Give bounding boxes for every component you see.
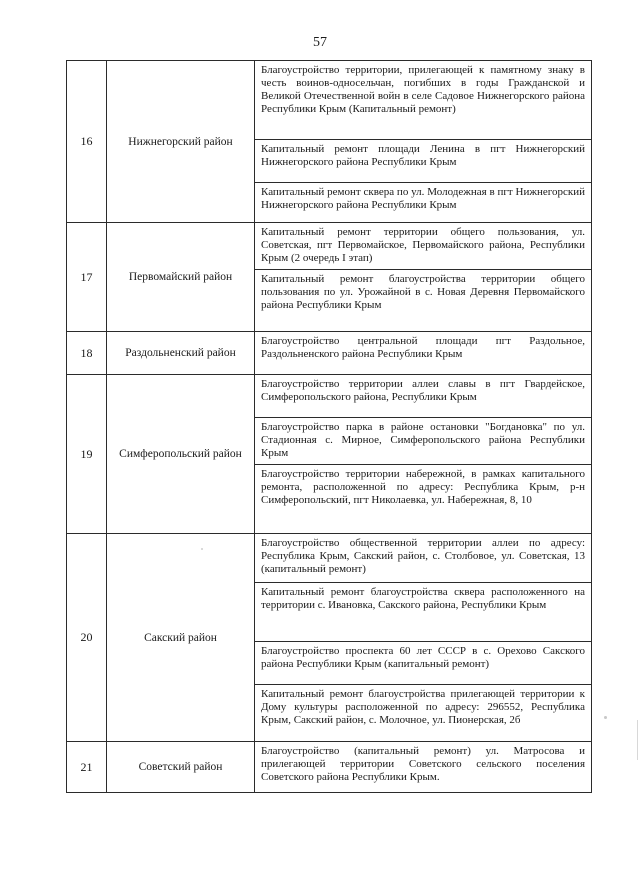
region-name: Симферопольский район	[107, 375, 255, 534]
work-item: Капитальный ремонт благоустройства сквера расположенного на территории с. Ивановка, Сакского района, Республики Крым	[255, 583, 591, 642]
region-name: Нижнегорский район	[107, 61, 255, 223]
works-list	[255, 375, 592, 534]
works-list	[255, 61, 592, 223]
work-item: Капитальный ремонт благоустройства прилегающей территории к Дому культуры расположенной по адресу: 296552, Республика Крым, Сакский район, с. Молочное, ул. Пионерская, 2б	[261, 688, 585, 726]
works-list	[255, 223, 592, 332]
work-item: Капитальный ремонт площади Ленина в пгт Нижнегорский Нижнегорского района Республики Крым	[255, 140, 591, 183]
works-list	[255, 742, 592, 793]
work-item: Благоустройство центральной площади пгт Раздольное, Раздольненского района Республики Крым	[261, 335, 585, 360]
region-name: Сакский район	[107, 534, 255, 742]
work-item: Благоустройство парка в районе остановки "Богдановка" по ул. Стадионная с. Мирное, Симферопольского района Республики Крым	[255, 418, 591, 465]
table-row	[67, 223, 592, 332]
work-item: Капитальный ремонт территории общего пользования, ул. Советская, пгт Первомайское, Первомайского района, Республики Крым (2 очередь I этап)	[255, 223, 591, 270]
work-item: Благоустройство проспекта 60 лет СССР в с. Орехово Сакского района Республики Крым (капитальный ремонт)	[255, 642, 591, 685]
table-row	[67, 534, 592, 742]
region-name: Раздольненский район	[107, 332, 255, 375]
work-item: Благоустройство (капитальный ремонт) ул. Матросова и прилегающей территории Советского сельского поселения Советского района Республики Крым.	[261, 745, 585, 783]
row-number: 17	[67, 223, 107, 332]
row-number: 18	[67, 332, 107, 375]
work-item: Благоустройство общественной территории аллеи по адресу: Республика Крым, Сакский район, с. Столбовое, ул. Советская, 13 (капитальный ремонт)	[255, 534, 591, 583]
work-item: Благоустройство территории аллеи славы в пгт Гвардейское, Симферопольского района, Республики Крым	[255, 375, 591, 418]
works-list	[255, 534, 592, 742]
table-row	[67, 742, 592, 793]
region-name: Советский район	[107, 742, 255, 793]
work-item: Капитальный ремонт благоустройства территории общего пользования по ул. Урожайной в с. Новая Деревня Первомайского района Республики Крым	[261, 273, 585, 311]
scan-speck	[604, 716, 607, 719]
region-name: Первомайский район	[107, 223, 255, 332]
work-item: Капитальный ремонт сквера по ул. Молодежная в пгт Нижнегорский Нижнегорского района Республики Крым	[261, 186, 585, 211]
table-row	[67, 332, 592, 375]
work-item: Благоустройство территории, прилегающей к памятному знаку в честь воинов-односельчан, погибших в годы Гражданской и Великой Отечественной войн в селе Садовое Нижнегорского района Республики Крым (Капитальный ремонт)	[255, 61, 591, 140]
table-row	[67, 375, 592, 534]
table-row	[67, 61, 592, 223]
scan-speck	[201, 548, 203, 550]
works-table	[66, 60, 592, 793]
works-list	[255, 332, 592, 375]
row-number: 21	[67, 742, 107, 793]
row-number: 16	[67, 61, 107, 223]
work-item: Благоустройство территории набережной, в рамках капитального ремонта, расположенной по адресу: Республика Крым, р-н Симферопольский, пгт Николаевка, ул. Набережная, 8, 10	[261, 468, 585, 506]
row-number: 20	[67, 534, 107, 742]
scan-edge-mark	[637, 720, 638, 760]
page-number: 57	[313, 35, 327, 50]
row-number: 19	[67, 375, 107, 534]
